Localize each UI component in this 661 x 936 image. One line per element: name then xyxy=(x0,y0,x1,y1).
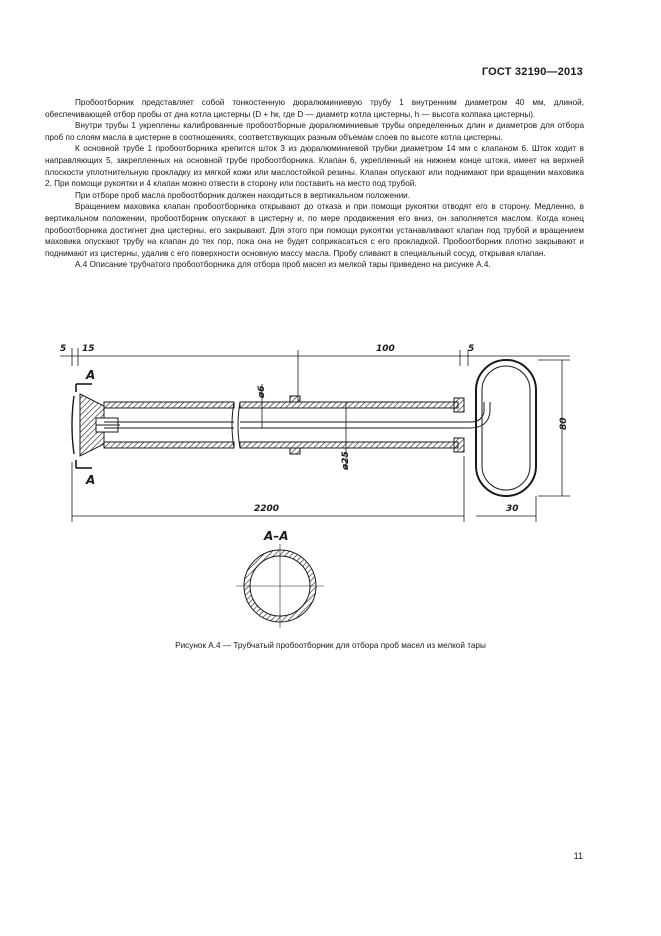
paragraph: А.4 Описание трубчатого пробоотборника для отбора проб масел из мелкой тары приведено на рисунке А.4. xyxy=(75,260,491,270)
dim-6: ø6 xyxy=(257,385,267,398)
section-aa-view xyxy=(236,544,324,628)
page-number: 11 xyxy=(573,851,583,861)
paragraph: К основной трубе 1 пробоотборника крепится шток 3 из дюралюминиевой трубки диаметром 14 мм с клапаном 6. Шток ходит в направляющих 5, закрепленных на основной трубе пробоотборника. Клапан 6, укрепленный на нижнем конце штока, имеет на верхней плоскости уплотнительную прокладку из мягкой кожи или маслостойкой резины. Клапан опускают или поднимают при вращении маховика 2. При помощи рукоятки и 4 клапан можно отвести в сторону или поставить на место под трубой. xyxy=(45,144,584,189)
body-text xyxy=(45,97,584,271)
dim-80: 80 xyxy=(559,417,569,430)
handle-loop xyxy=(476,360,536,496)
dim-5-right: 5 xyxy=(468,344,475,354)
dim-100: 100 xyxy=(376,344,395,354)
dim-5-left: 5 xyxy=(60,344,67,354)
dim-25: ø25 xyxy=(341,451,351,470)
dim-30: 30 xyxy=(506,504,519,514)
paragraph: При отборе проб масла пробоотборник должен находиться в вертикальном положении. xyxy=(75,190,411,200)
sampler-drawing xyxy=(50,332,590,632)
section-mark-top xyxy=(76,384,92,392)
break-line xyxy=(238,402,240,448)
dim-15: 15 xyxy=(82,344,95,354)
section-mark-bottom xyxy=(76,460,92,468)
dim-2200-line xyxy=(72,456,536,522)
paragraph: Вращением маховика клапан пробоотборника открывают до отказа и при помощи рукоятки отводят его в сторону. Медленно, в вертикальном положении, пробоотборник опускают в цистерну и, по мере продвижения его вниз, он заполняется маслом. Когда конец пробоотборника достигнет дна цистерны, его закрывают. Для этого при помощи рукоятки устанавливают клапан под трубой и вращением маховика опускают трубу на клапан до тех пор, пока она не будет соприкасаться с его прокладкой. Пробоотборник плотно закрывают и поднимают из цистерны, удалив с его поверхности основную массу масла. Пробу сливают в специальный сосуд, открывая клапан. xyxy=(45,202,584,258)
paragraph: Пробоотборник представляет собой тонкостенную дюралюминиевую трубу 1 внутренним диаметром 40 мм, длиной, обеспечивающей отбор пробы от дна котла цистерны (D + hк, где D — диаметр котла цистерны, h — высота колпака цистерны). xyxy=(45,98,584,119)
section-label-top: А xyxy=(86,368,96,382)
dim-2200: 2200 xyxy=(254,504,280,514)
standard-header: ГОСТ 32190—2013 xyxy=(481,66,583,78)
section-aa-title: А–А xyxy=(264,529,289,543)
section-label-bottom: А xyxy=(86,473,96,487)
figure-caption: Рисунок А.4 — Трубчатый пробоотборник для отбора проб масел из мелкой тары xyxy=(175,641,486,650)
main-tube-right xyxy=(240,396,490,454)
paragraph: Внутри трубы 1 укреплены калиброванные пробоотборные дюралюминиевые трубы определенных длин и диаметров для отбора проб по слоям масла в цистерне в соотношениях, соответствующих разным объемам слоев по высоте котла цистерны. xyxy=(45,121,584,142)
main-tube-left xyxy=(104,402,234,448)
top-dimension-line xyxy=(60,348,570,402)
